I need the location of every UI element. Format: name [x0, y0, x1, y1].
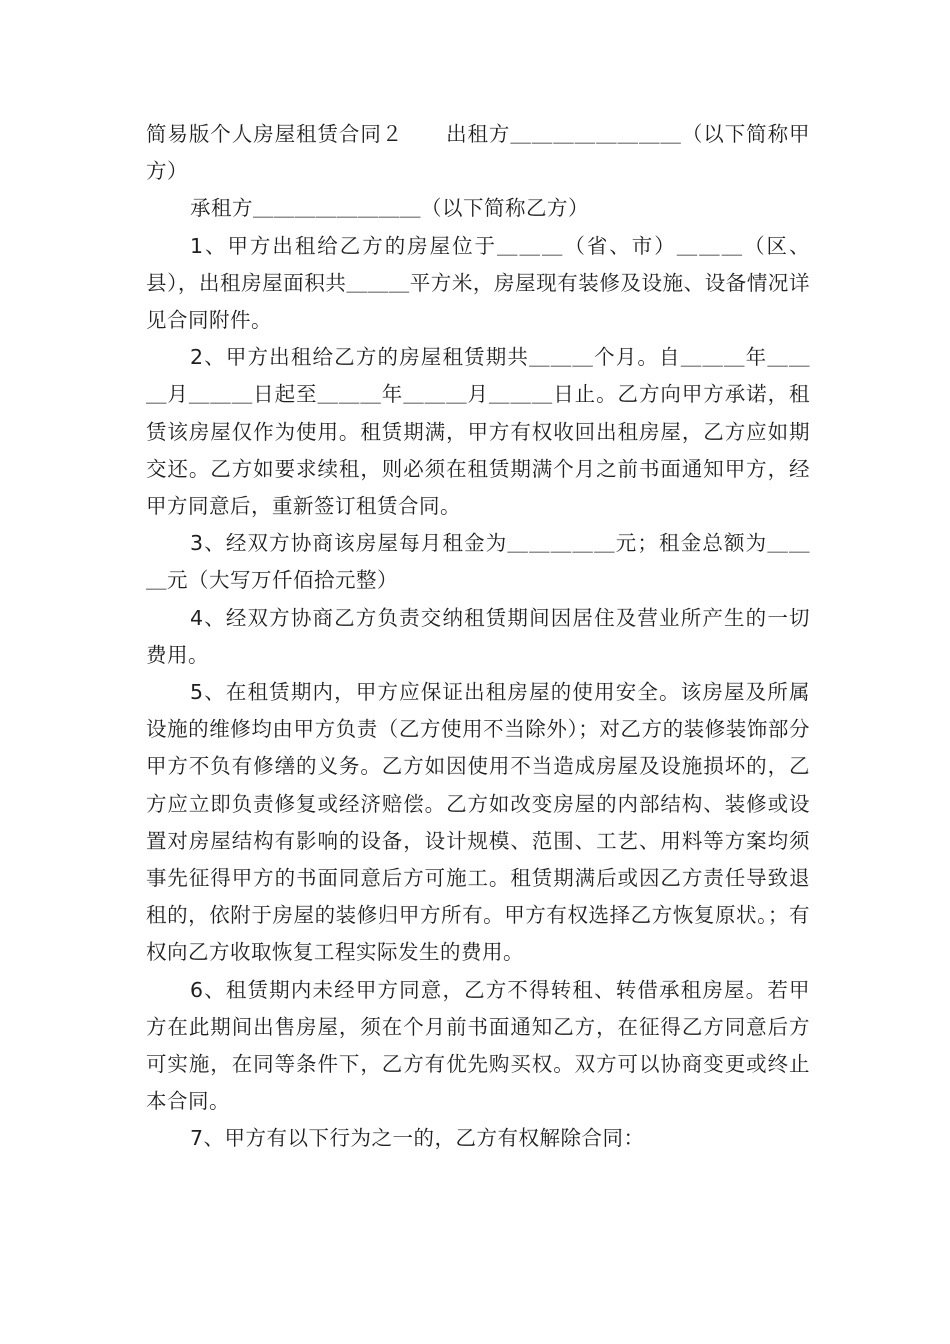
clause-6: 6、租赁期内未经甲方同意，乙方不得转租、转借承租房屋。若甲方在此期间出售房屋，须在个月前书面通知乙方，在征得乙方同意后方可实施，在同等条件下，乙方有优先购买权。双方可以协商变更或终止本合同。	[146, 977, 810, 1114]
clause-7: 7、甲方有以下行为之一的，乙方有权解除合同：	[190, 1126, 645, 1151]
clause-5: 5、在租赁期内，甲方应保证出租房屋的使用安全。该房屋及所属设施的维修均由甲方负责（乙方使用不当除外）；对乙方的装修装饰部分甲方不负有修缮的义务。乙方如因使用不当造成房屋及设施损坏的，乙方应立即负责修复或经济赔偿。乙方如改变房屋的内部结构、装修或设置对房屋结构有影响的设备，设计规模、范围、工艺、用料等方案均须事先征得甲方的书面同意后方可施工。租赁期满后或因乙方责任导致退租的，依附于房屋的装修归甲方所有。甲方有权选择乙方恢复原状。；有权向乙方收取恢复工程实际发生的费用。	[146, 680, 810, 965]
clause-4: 4、经双方协商乙方负责交纳租赁期间因居住及营业所产生的一切费用。	[146, 605, 810, 667]
title-line: 简易版个人房屋租赁合同２ 出租方＿＿＿＿＿＿＿＿（以下简称甲方）	[146, 122, 810, 184]
clause-1: 1、甲方出租给乙方的房屋位于＿＿＿（省、市）＿＿＿（区、县），出租房屋面积共＿＿＿平方米，房屋现有装修及设施、设备情况详见合同附件。	[146, 233, 810, 333]
clause-3: 3、经双方协商该房屋每月租金为＿＿＿＿＿元；租金总额为＿＿＿元（大写万仟佰拾元整）	[146, 531, 810, 593]
contract-body	[146, 116, 810, 1158]
lessee-line: 承租方＿＿＿＿＿＿＿＿（以下简称乙方）	[190, 196, 589, 221]
clause-2: 2、甲方出租给乙方的房屋租赁期共＿＿＿个月。自＿＿＿年＿＿＿月＿＿＿日起至＿＿＿年＿＿＿月＿＿＿日止。乙方向甲方承诺，租赁该房屋仅作为使用。租赁期满，甲方有权收回出租房屋，乙方应如期交还。乙方如要求续租，则必须在租赁期满个月之前书面通知甲方，经甲方同意后，重新签订租赁合同。	[146, 345, 810, 519]
